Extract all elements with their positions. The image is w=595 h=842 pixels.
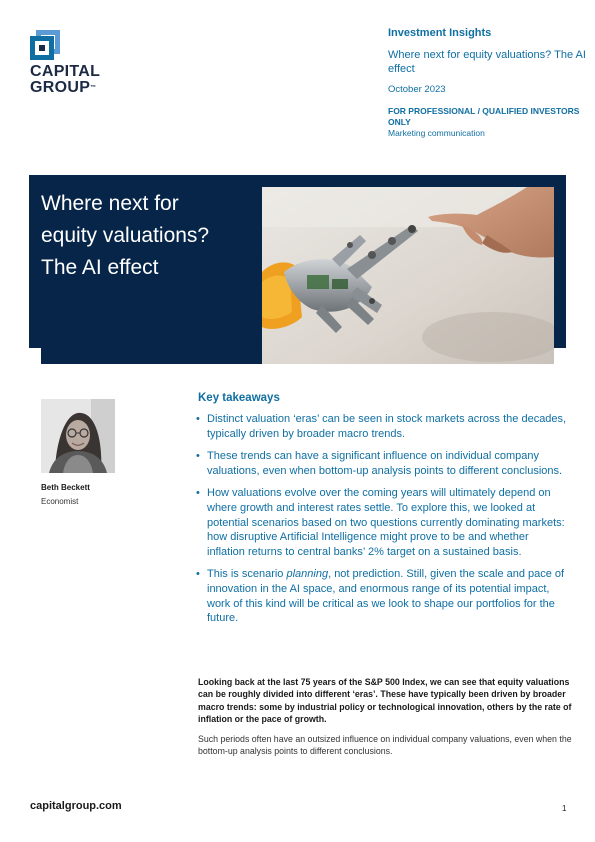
author-name: Beth Beckett [41,483,90,492]
page-number: 1 [562,804,567,813]
logo-trademark: ™ [90,85,97,91]
logo-wordmark [30,64,130,96]
takeaway-emphasis: planning [286,568,329,581]
takeaway-text-1: Distinct valuation ‘eras’ can be seen in stock markets across the decades, typically driven by broader macro trends. [207,413,567,440]
document-meta [388,26,588,139]
logo-line-1: CAPITAL [30,63,101,80]
hero-title [41,188,261,284]
hero-title-line-3: The AI effect [41,256,159,279]
key-takeaways-heading: Key takeaways [198,392,280,404]
document-title: Where next for equity valuations? The AI effect [388,49,586,75]
series-label: Investment Insights [388,27,492,39]
hero-title-line-2: equity valuations? [41,224,210,247]
list-item [196,486,568,559]
author-photo [41,399,115,473]
author-role: Economist [41,497,79,506]
list-item [196,449,568,478]
takeaway-text-4a: This is scenario [207,568,287,581]
hero-image-robot-human-hand [262,187,554,364]
bullet-icon: • [196,413,200,425]
intro-paragraph: Looking back at the last 75 years of the S&P 500 Index, we can see that equity valuations can be roughly divided into different ‘eras’. These have typically been driven by broader macro trends: some by industrial policy or technological innovation, others by the rate of inflation or the pace of growth. [198,677,572,725]
key-takeaways-list [196,412,568,634]
audience-notice: FOR PROFESSIONAL / QUALIFIED INVESTORS ONLY [388,106,580,127]
bullet-icon: • [196,487,200,500]
author-portrait-icon [41,399,115,473]
list-item [196,412,568,441]
hero-title-line-1: Where next for [41,192,179,215]
list-item [196,567,568,625]
takeaway-text-2: These trends can have a significant influence on individual company valuations, even when bottom-up analysis points to different conclusions. [207,450,563,477]
bullet-icon: • [196,450,200,463]
logo-line-2: GROUP [30,79,91,96]
capital-group-logo [30,30,130,96]
capital-group-logo-icon [30,30,60,60]
takeaway-text-3: How valuations evolve over the coming years will ultimately depend on where growth and interest rates settle. To explore this, we looked at potential scenarios based on two questions currently dominating markets: how disruptive Artificial Intelligence might prove to be and whether inflation returns to central banks’ 2% target on a sustained basis. [207,487,565,558]
footer-website-link[interactable]: capitalgroup.com [30,800,122,812]
publication-date: October 2023 [388,84,446,95]
bullet-icon: • [196,568,200,581]
takeaway-text-4b: , not prediction. Still, given the scale and pace of innovation in the AI space, and enormous range of its potential impact, work of this kind will be critical as we look to shape our portfolios for the future. [207,568,565,625]
body-paragraph: Such periods often have an outsized influence on individual company valuations, even when the bottom-up analysis points to different conclusions. [198,734,572,757]
marketing-notice: Marketing communication [388,128,485,138]
